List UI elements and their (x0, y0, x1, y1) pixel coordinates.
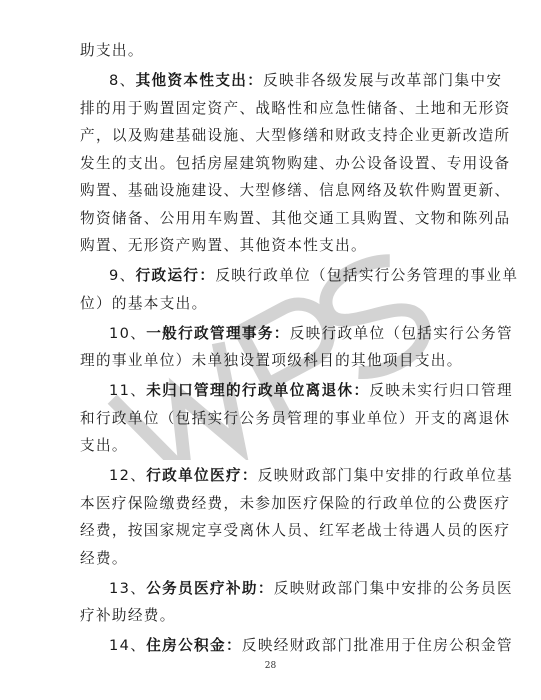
item-14-first-line (109, 636, 513, 656)
item-heading: 一般行政管理事务： (146, 324, 290, 342)
item-12-first-line (109, 466, 513, 486)
item-text: 反映行政单位（包括实行公务管理的事业单 (215, 267, 519, 284)
item-13-first-line (109, 579, 513, 599)
item-heading: 行政单位医疗： (146, 467, 258, 484)
item-number: 11、 (109, 382, 147, 399)
paragraph-line: 物资储备、公用用车购置、其他交通工具购置、文物和陈列品 (80, 209, 511, 227)
paragraph-line: 购置、无形资产购置、其他资本性支出。 (80, 237, 367, 254)
paragraph-line: 排的用于购置固定资产、战略性和应急性储备、土地和无形资 (80, 99, 511, 117)
paragraph-line: 购置、基础设施建设、大型修缮、信息网络及软件购置更新、 (80, 182, 511, 199)
item-10-first-line (109, 324, 513, 344)
item-11-first-line (109, 381, 513, 401)
item-number: 13、 (109, 579, 147, 597)
item-text: 反映财政部门集中安排的公务员医 (273, 579, 513, 597)
item-text: 反映非各级发展与改革部门集中安 (263, 72, 503, 89)
item-number: 8、 (109, 72, 136, 89)
paragraph-line: 支出。 (80, 437, 128, 454)
item-heading: 其他资本性支出： (135, 72, 264, 89)
paragraph-line: 疗补助经费。 (80, 607, 176, 624)
item-heading: 住房公积金： (146, 637, 242, 654)
item-number: 9、 (109, 267, 136, 284)
paragraph-line: 本医疗保险缴费经费，未参加医疗保险的行政单位的公费医疗 (80, 494, 511, 512)
item-number: 10、 (109, 324, 147, 342)
paragraph-line: 和行政单位（包括实行公务员管理的事业单位）开支的离退休 (80, 409, 511, 427)
item-9-first-line (109, 266, 519, 286)
paragraph-line: 助支出。 (80, 42, 144, 59)
item-text: 反映财政部门集中安排的行政单位基 (257, 467, 513, 484)
item-number: 12、 (109, 467, 147, 484)
paragraph-line: 经费，按国家规定享受离休人员、红军老战士待遇人员的医疗 (80, 522, 511, 539)
item-text: 反映未实行归口管理 (369, 382, 513, 399)
item-8-first-line (109, 71, 501, 91)
item-text: 反映经财政部门批准用于住房公积金管 (241, 637, 513, 654)
paragraph-line: 发生的支出。包括房屋建筑物购建、办公设备设置、专用设备 (80, 154, 511, 172)
paragraph-line: 位）的基本支出。 (80, 294, 208, 312)
item-number: 14、 (109, 637, 147, 654)
item-text: 反映行政单位（包括实行公务管 (289, 324, 513, 342)
item-heading: 公务员医疗补助： (146, 579, 274, 597)
item-heading: 行政运行： (135, 267, 216, 284)
page-number: 28 (264, 661, 277, 671)
paragraph-line: 经费。 (80, 549, 128, 567)
paragraph-line: 理的事业单位）未单独设置项级科目的其他项目支出。 (80, 352, 463, 369)
paragraph-line: 产，以及购建基础设施、大型修缮和财政支持企业更新改造所 (80, 127, 511, 144)
item-heading: 未归口管理的行政单位离退休： (146, 382, 370, 399)
